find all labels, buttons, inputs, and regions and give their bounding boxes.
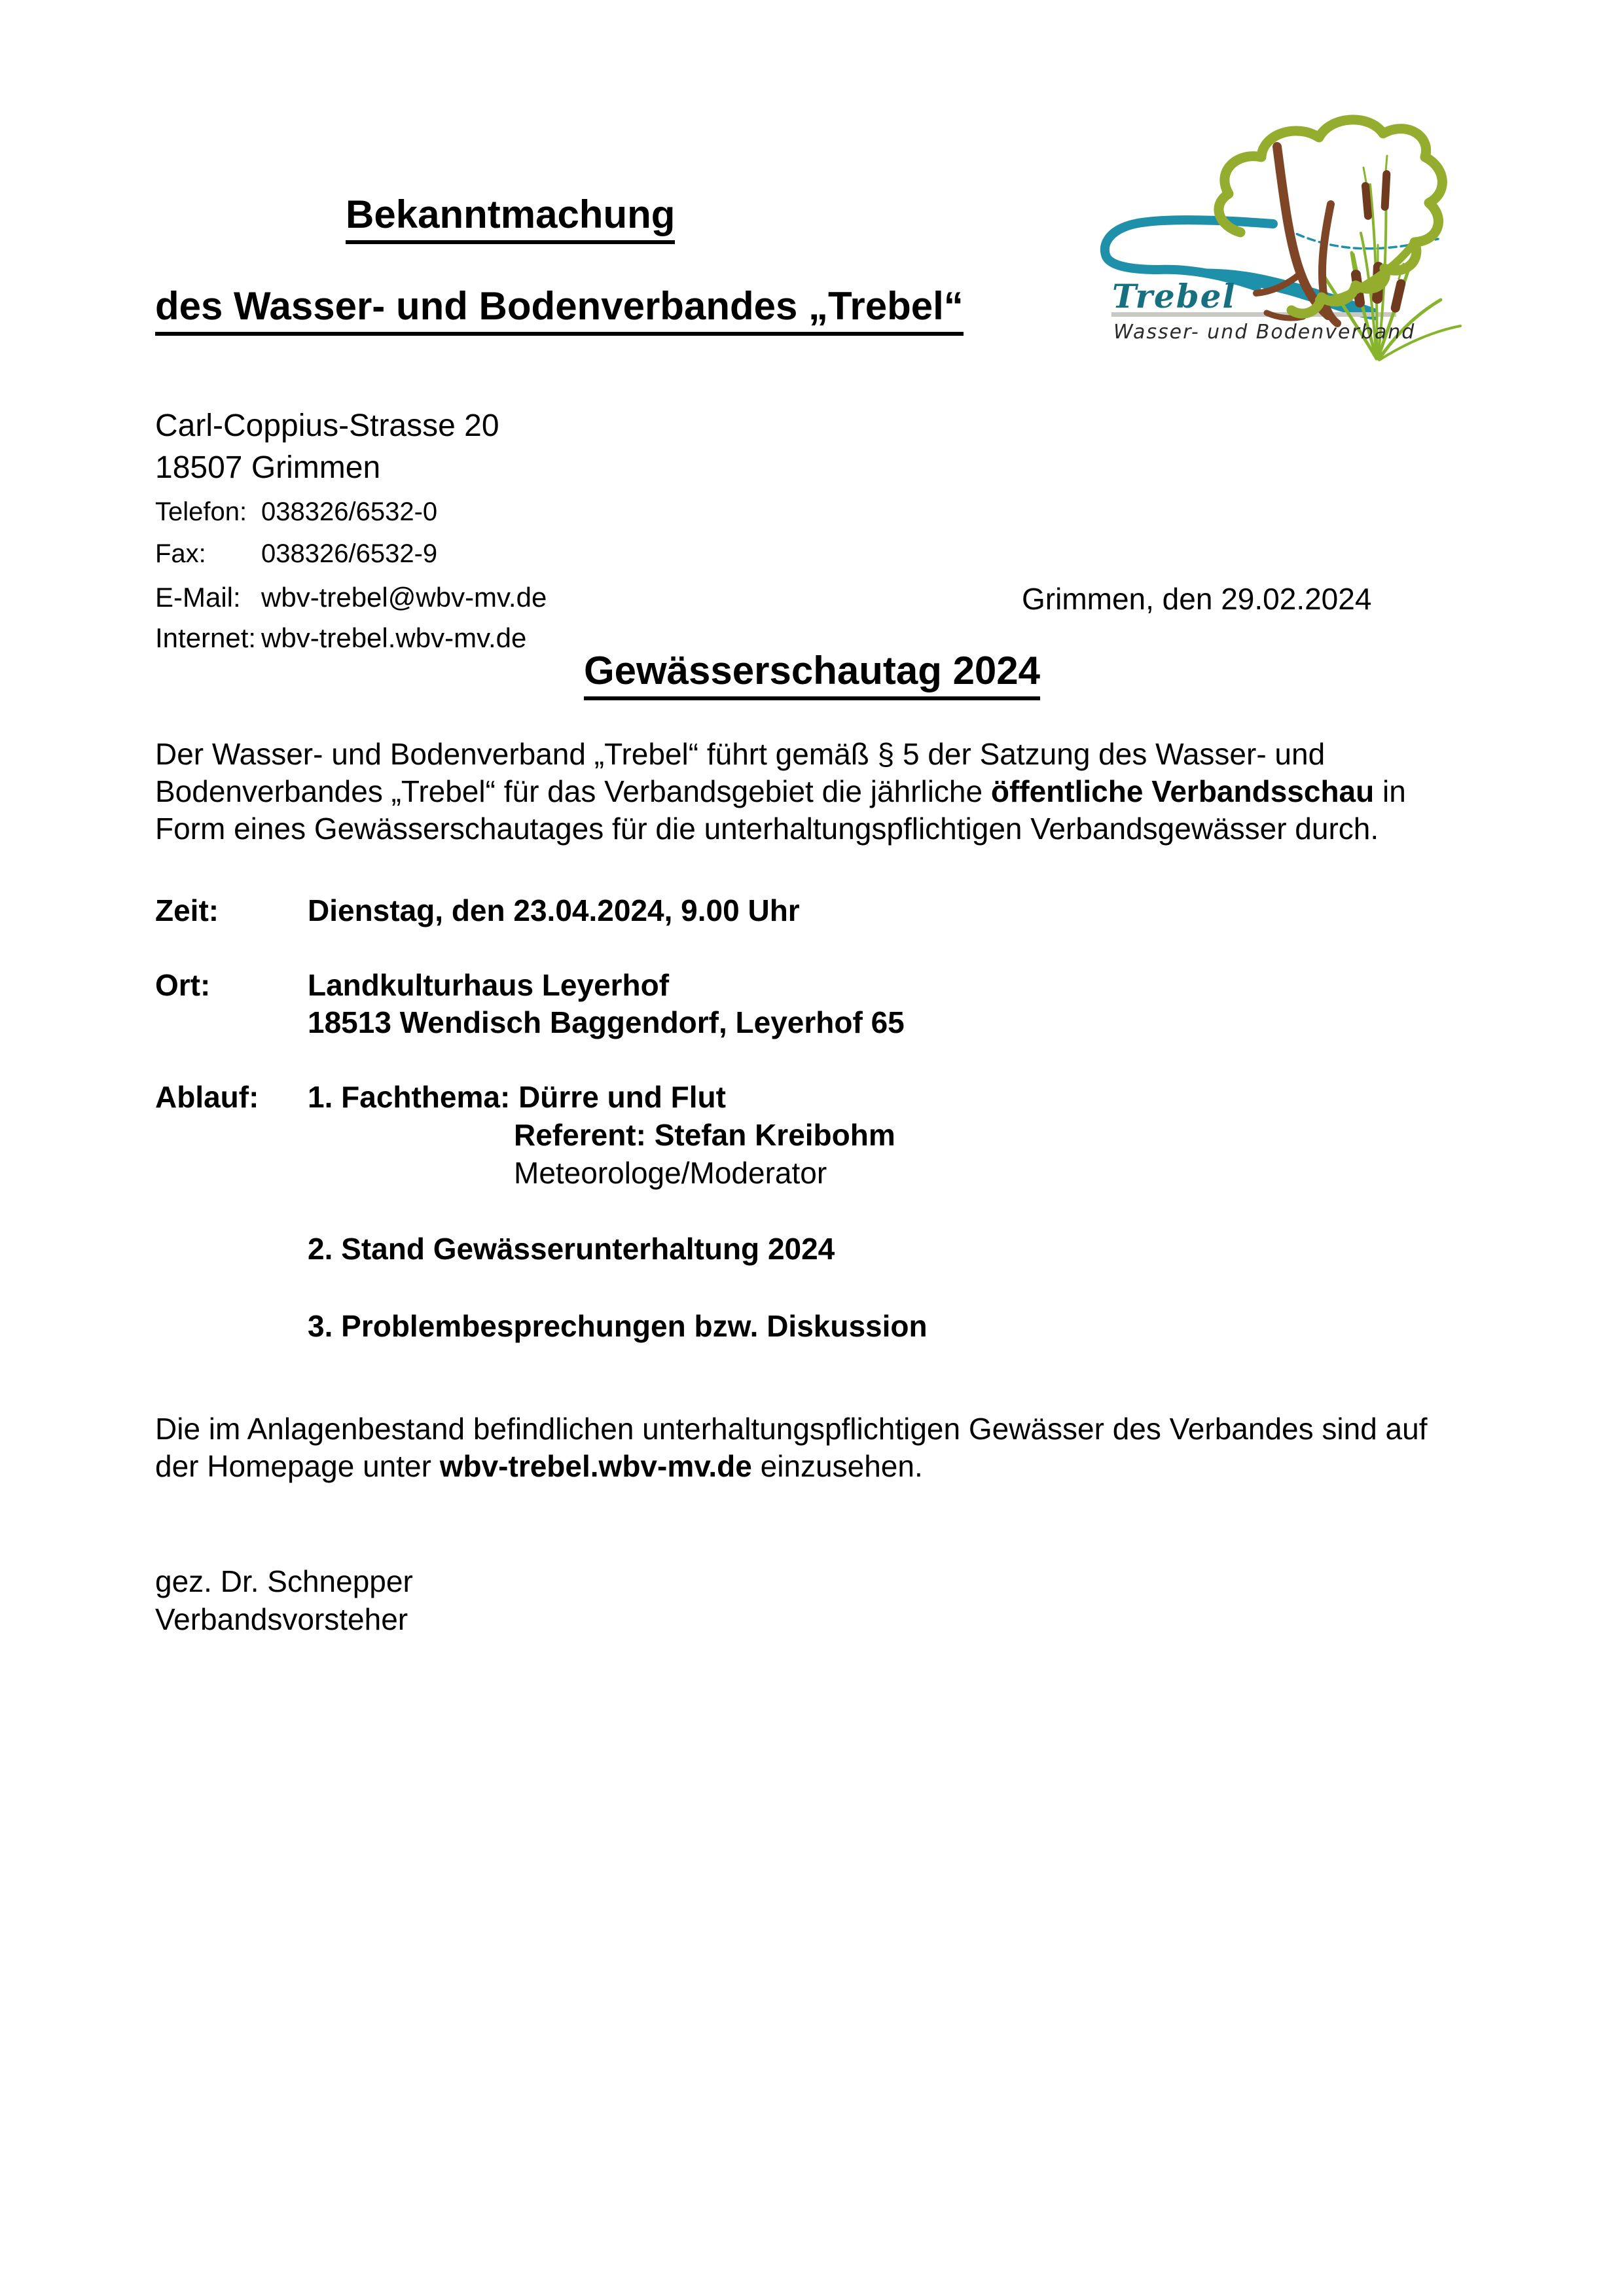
phone-value: 038326/6532-0 [261, 497, 438, 526]
internet-label: Internet: [155, 622, 257, 653]
signature-role: Verbandsvorsteher [155, 1602, 408, 1636]
address-city: 18507 Grimmen [155, 450, 381, 485]
intro-line1: Der Wasser- und Bodenverband „Trebel“ führt gemäß § 5 der Satzung des Wasser- und [155, 737, 1326, 771]
closing-paragraph [155, 1410, 1451, 1485]
logo-name-text: Trebel [1112, 277, 1236, 315]
fax-row [155, 539, 437, 568]
intro-line2-bold: öffentliche Verbandsschau [990, 774, 1375, 808]
doc-heading-wrap [0, 648, 1624, 700]
intro-line2-pre: Bodenverbandes „Trebel“ für das Verbandsgebiet die jährliche [155, 774, 991, 808]
closing-line2-pre: der Homepage unter [155, 1449, 440, 1483]
phone-label: Telefon: [155, 497, 247, 526]
email-row [155, 583, 547, 613]
agenda-item-1-role: Meteorologe/Moderator [514, 1156, 827, 1190]
phone-row [155, 497, 437, 526]
doc-title-line2-wrap [155, 283, 964, 336]
time-row [155, 892, 1464, 929]
email-label: E-Mail: [155, 582, 241, 613]
agenda-item-1: 1. Fachthema: Dürre und Flut [308, 1080, 726, 1114]
intro-line2-post: in [1374, 774, 1406, 808]
place-line1: Landkulturhaus Leyerhof [308, 968, 670, 1002]
agenda-item-2: 2. Stand Gewässerunterhaltung 2024 [308, 1232, 835, 1266]
place-line2: 18513 Wendisch Baggendorf, Leyerhof 65 [308, 1005, 905, 1039]
agenda-item-1-speaker: Referent: Stefan Kreibohm [514, 1118, 895, 1152]
doc-heading: Gewässerschautag 2024 [584, 648, 1040, 700]
agenda-item-3: 3. Problembesprechungen bzw. Diskussion [308, 1309, 928, 1343]
agenda-row [155, 1079, 1464, 1116]
signature-name: gez. Dr. Schnepper [155, 1564, 413, 1598]
internet-value: wbv-trebel.wbv-mv.de [261, 622, 527, 653]
address-street: Carl-Coppius-Strasse 20 [155, 408, 499, 443]
time-label: Zeit: [155, 893, 219, 927]
time-value: Dienstag, den 23.04.2024, 9.00 Uhr [308, 893, 800, 927]
dateline: Grimmen, den 29.02.2024 [1022, 582, 1372, 616]
place-row [155, 967, 1464, 1004]
agenda-label: Ablauf: [155, 1080, 259, 1114]
doc-title-line1: Bekanntmachung [346, 192, 675, 244]
closing-line2-post: einzusehen. [751, 1449, 923, 1483]
doc-title-line2: des Wasser- und Bodenverbandes „Trebel“ [155, 283, 964, 336]
closing-line1: Die im Anlagenbestand befindlichen unterhaltungspflichtigen Gewässer des Verbandes sind auf [155, 1412, 1428, 1446]
closing-line2-bold: wbv-trebel.wbv-mv.de [439, 1449, 752, 1483]
fax-value: 038326/6532-9 [261, 539, 438, 568]
intro-line3: Form eines Gewässerschautages für die unterhaltungspflichtigen Verbandsgewässer durch. [155, 812, 1379, 846]
trebel-logo [1070, 105, 1483, 367]
intro-paragraph [155, 736, 1438, 848]
place-label: Ort: [155, 968, 211, 1002]
fax-label: Fax: [155, 539, 206, 568]
email-value: wbv-trebel@wbv-mv.de [261, 582, 547, 613]
logo-subtitle-text: Wasser- und Bodenverband [1113, 321, 1416, 344]
doc-title-line1-wrap [346, 192, 675, 244]
